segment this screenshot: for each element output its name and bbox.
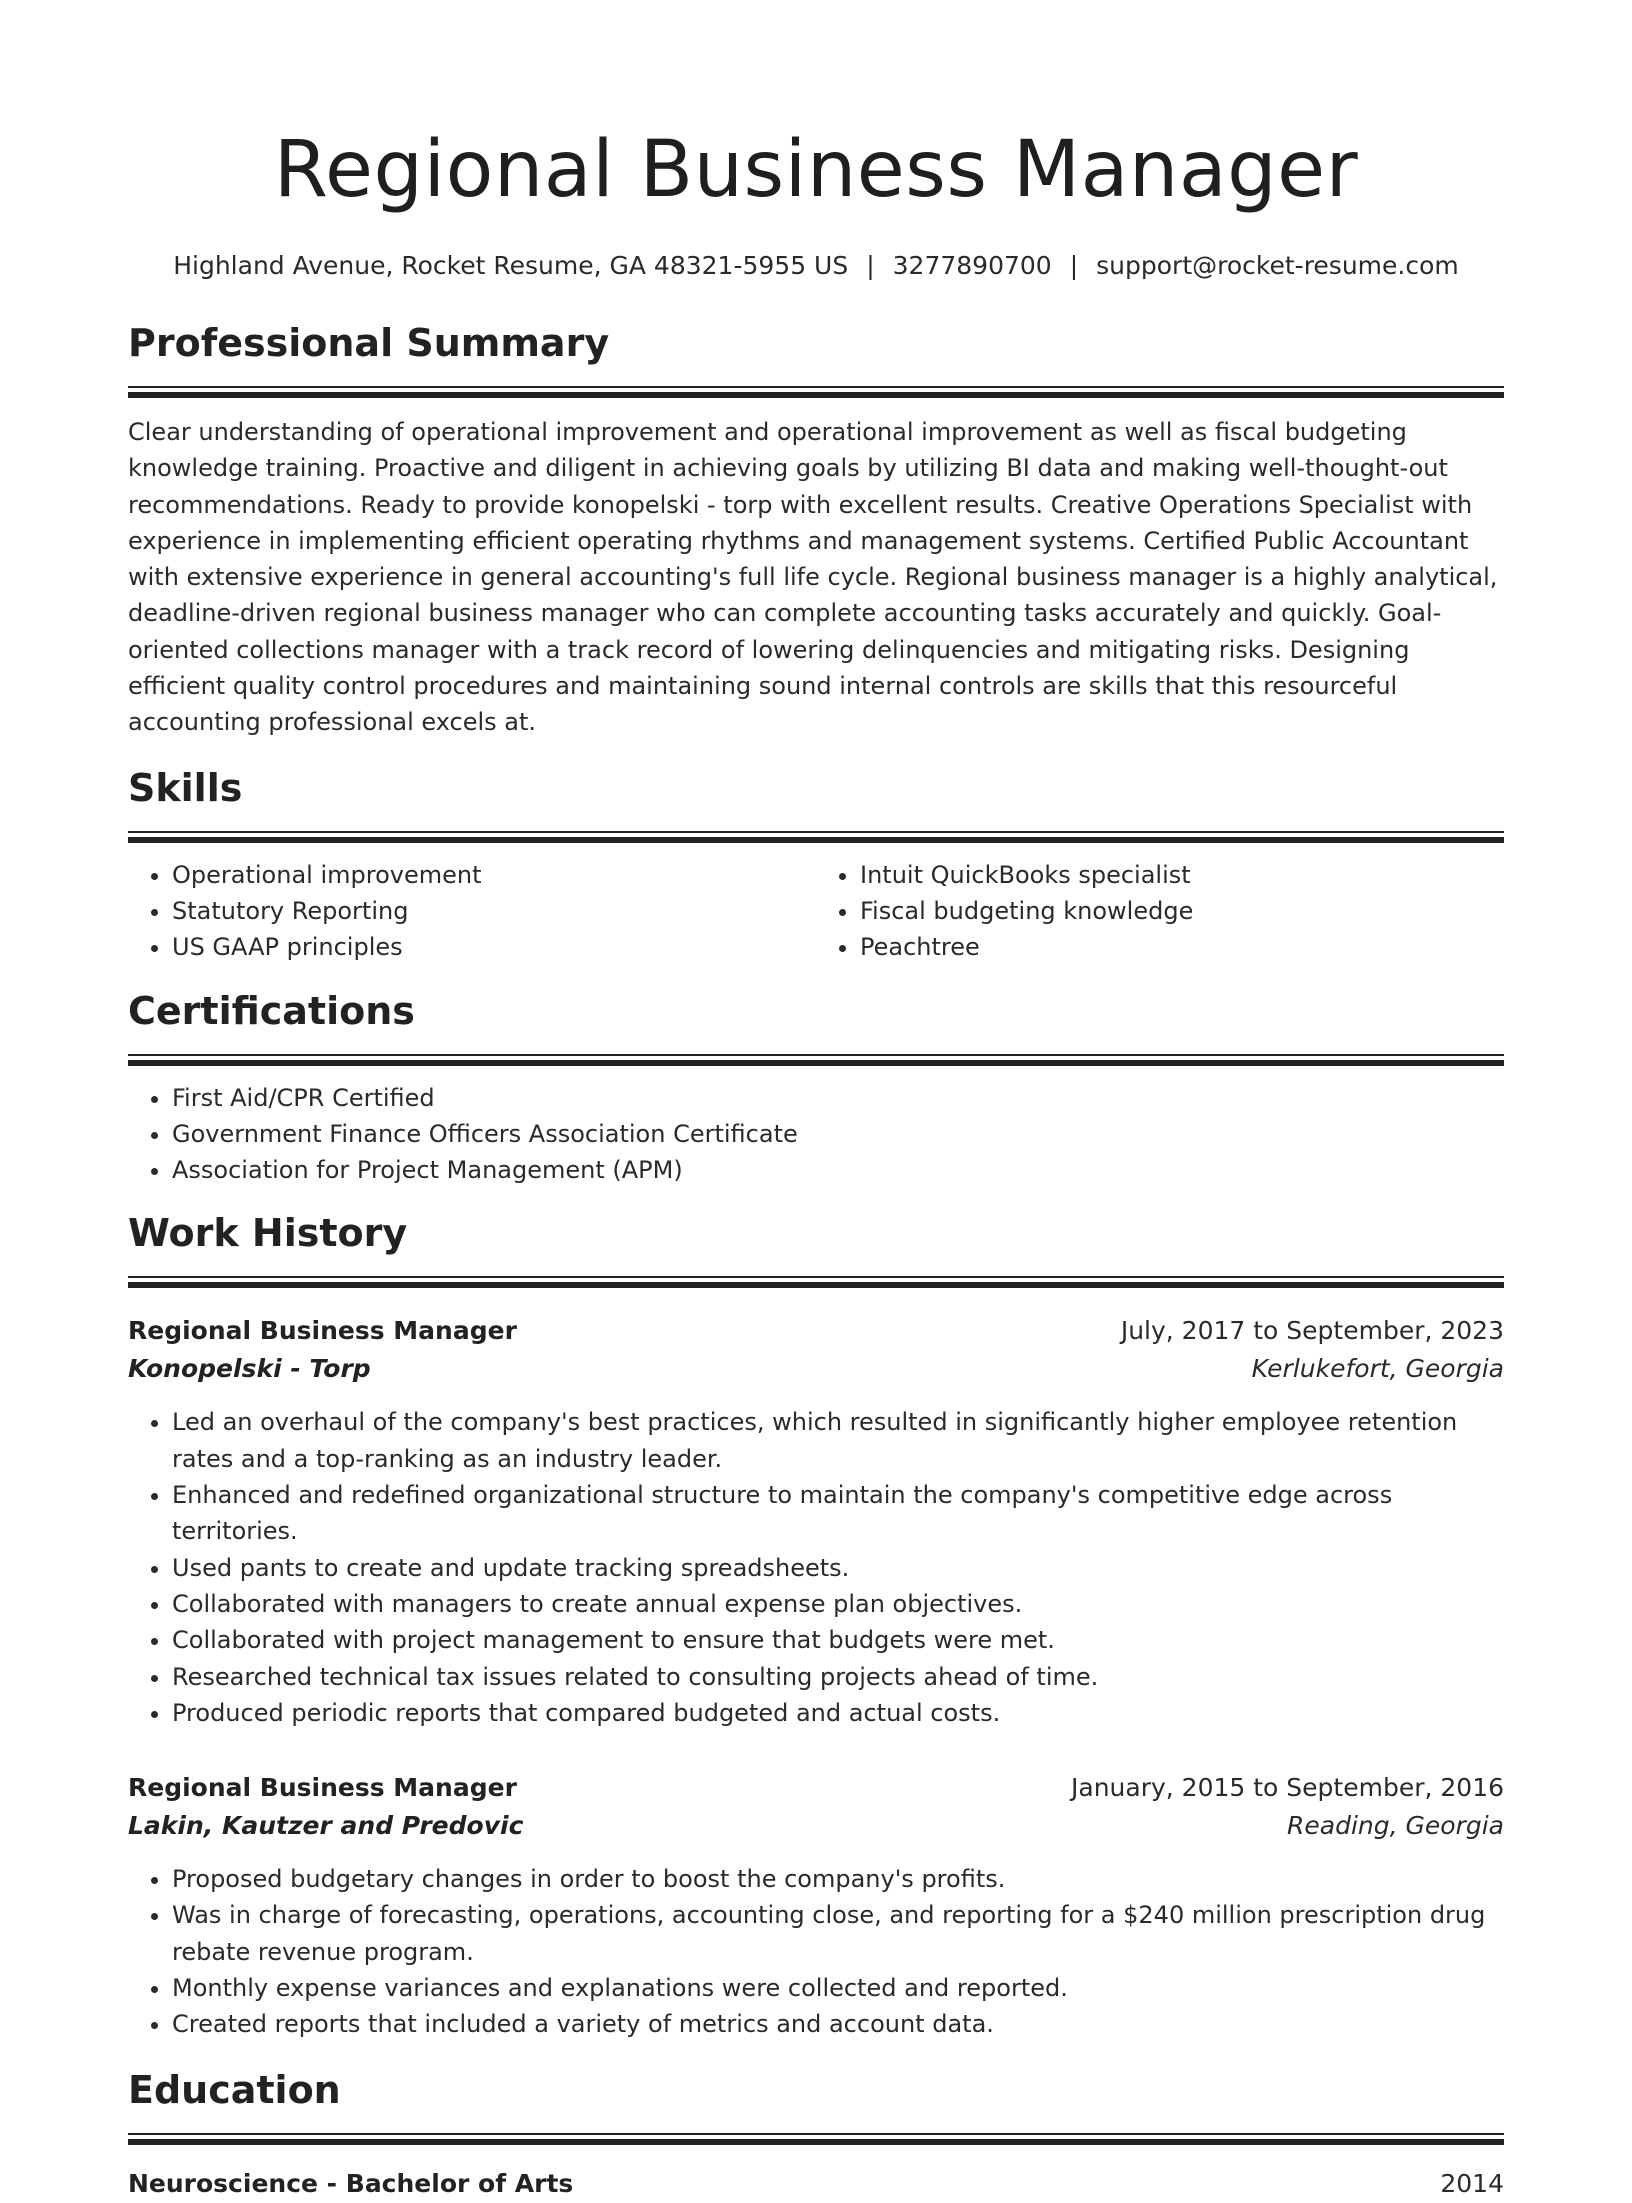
work-history-section [128, 1208, 1504, 2042]
education-section [128, 2065, 1504, 2203]
certifications-section [128, 986, 1504, 1189]
contact-separator: | [1069, 251, 1079, 280]
job-bullet: • Collaborated with managers to create annual expense plan objectives. [172, 1586, 1504, 1622]
job-company: Lakin, Kautzer and Predovic [128, 1811, 524, 1841]
job-bullet: • Was in charge of forecasting, operations, accounting close, and reporting for a $240 million prescription drug rebate revenue program. [172, 1897, 1504, 1970]
job-bullet: • Used pants to create and update tracking spreadsheets. [172, 1550, 1504, 1586]
skill-item: • Operational improvement [172, 857, 816, 893]
job-title: Regional Business Manager [128, 1316, 517, 1346]
job-entry [128, 1769, 1504, 2042]
skills-section [128, 763, 1504, 966]
job-bullets [128, 1404, 1504, 1731]
job-bullets [128, 1861, 1504, 2042]
job-location: Reading, Georgia [1287, 1811, 1504, 1841]
job-entry [128, 1312, 1504, 1731]
job-header [128, 1769, 1504, 1807]
skills-list-left [128, 857, 816, 966]
skill-item: • Intuit QuickBooks specialist [860, 857, 1504, 893]
job-bullet: • Created reports that included a variety of metrics and account data. [172, 2006, 1504, 2042]
section-title-certifications: Certifications [128, 988, 415, 1033]
candidate-name: Regional Business Manager [273, 125, 1359, 215]
skill-item: • Fiscal budgeting knowledge [860, 893, 1504, 929]
education-entry [128, 2165, 1504, 2203]
job-bullet: • Enhanced and redefined organizational structure to maintain the company's competitive edge across territories. [172, 1477, 1504, 1550]
skill-item: • Statutory Reporting [172, 893, 816, 929]
section-divider [128, 386, 1504, 398]
section-title-work: Work History [128, 1211, 408, 1256]
skills-list-right [816, 857, 1504, 966]
contact-line [128, 248, 1504, 284]
job-dates: July, 2017 to September, 2023 [1120, 1316, 1504, 1346]
job-bullet: • Produced periodic reports that compared budgeted and actual costs. [172, 1695, 1504, 1731]
education-degree: Neuroscience - Bachelor of Arts [128, 2168, 574, 2198]
summary-section [128, 318, 1504, 741]
job-title: Regional Business Manager [128, 1773, 517, 1803]
section-divider [128, 2133, 1504, 2145]
contact-email: support@rocket-resume.com [1096, 251, 1459, 280]
section-divider [128, 1276, 1504, 1288]
contact-address: Highland Avenue, Rocket Resume, GA 48321-5955 US [173, 251, 849, 280]
certification-item: • Association for Project Management (APM) [172, 1152, 1504, 1188]
section-divider [128, 831, 1504, 843]
contact-separator: | [866, 251, 875, 280]
job-bullet: • Proposed budgetary changes in order to boost the company's profits. [172, 1861, 1504, 1897]
skill-item: • US GAAP principles [172, 929, 816, 965]
contact-phone: 3277890700 [892, 251, 1052, 280]
certification-item: • Government Finance Officers Association Certificate [172, 1116, 1504, 1152]
section-title-skills: Skills [128, 765, 243, 810]
job-bullet: • Monthly expense variances and explanations were collected and reported. [172, 1970, 1504, 2006]
skills-grid [128, 857, 1504, 966]
skill-item: • Peachtree [860, 929, 1504, 965]
job-company: Konopelski - Torp [128, 1354, 371, 1384]
job-bullet: • Led an overhaul of the company's best practices, which resulted in significantly higher employee retention rates and a top-ranking as an industry leader. [172, 1404, 1504, 1477]
job-subheader [128, 1807, 1504, 1845]
job-bullet: • Collaborated with project management to ensure that budgets were met. [172, 1622, 1504, 1658]
job-subheader [128, 1350, 1504, 1388]
certifications-list [128, 1080, 1504, 1189]
section-divider [128, 1054, 1504, 1066]
education-year: 2014 [1440, 2168, 1504, 2198]
job-location: Kerlukefort, Georgia [1251, 1354, 1504, 1384]
section-title-education: Education [128, 2067, 341, 2112]
certification-item: • First Aid/CPR Certified [172, 1080, 1504, 1116]
job-bullet: • Researched technical tax issues related to consulting projects ahead of time. [172, 1659, 1504, 1695]
summary-text: Clear understanding of operational improvement and operational improvement as well as fiscal budgeting knowledge training. Proactive and diligent in achieving goals by utilizing BI data and making well-thought-out recommendations. Ready to provide konopelski - torp with excellent results. Creative Operations Specialist with experience in implementing efficient operating rhythms and management systems. Certified Public Accountant with extensive experience in general accounting's full life cycle. Regional business manager is a highly analytical, deadline-driven regional business manager who can complete accounting tasks accurately and quickly. Goal-oriented collections manager with a track record of lowering delinquencies and mitigating risks. Designing efficient quality control procedures and maintaining sound internal controls are skills that this resourceful accounting professional excels at. [128, 418, 1498, 737]
section-title-summary: Professional Summary [128, 321, 610, 365]
job-header [128, 1312, 1504, 1350]
job-dates: January, 2015 to September, 2016 [1071, 1773, 1504, 1803]
